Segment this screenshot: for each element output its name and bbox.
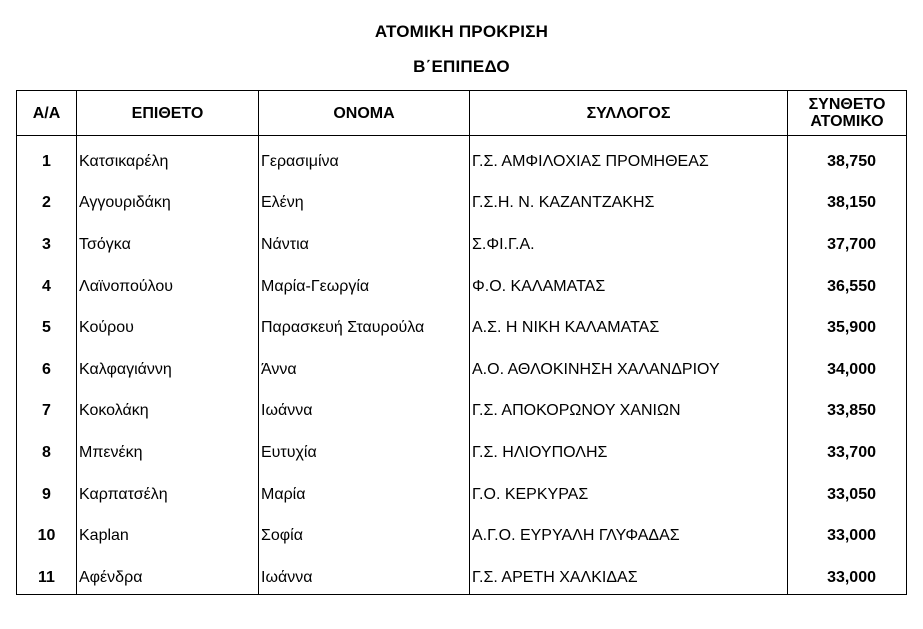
cell-club: Γ.Σ. ΑΠΟΚΟΡΩΝΟΥ ΧΑΝΙΩΝ <box>470 386 788 428</box>
cell-surname: Καλφαγιάννη <box>77 344 259 386</box>
cell-score: 33,850 <box>788 386 907 428</box>
cell-club: Α.Γ.Ο. ΕΥΡΥΑΛΗ ΓΛΥΦΑΔΑΣ <box>470 510 788 552</box>
cell-surname: Κούρου <box>77 302 259 344</box>
table-row <box>17 178 907 220</box>
table-row <box>17 386 907 428</box>
cell-club: Γ.Σ. ΗΛΙΟΥΠΟΛΗΣ <box>470 427 788 469</box>
cell-aa: 4 <box>17 261 77 303</box>
cell-surname: Λαϊνοπούλου <box>77 261 259 303</box>
table-row <box>17 469 907 511</box>
cell-score: 33,700 <box>788 427 907 469</box>
cell-aa: 10 <box>17 510 77 552</box>
cell-aa: 5 <box>17 302 77 344</box>
cell-name: Γερασιμίνα <box>259 136 470 178</box>
cell-score: 34,000 <box>788 344 907 386</box>
document-title: ΑΤΟΜΙΚΗ ΠΡΟΚΡΙΣΗ <box>374 22 549 41</box>
cell-surname: Kaplan <box>77 510 259 552</box>
cell-aa: 6 <box>17 344 77 386</box>
cell-score: 38,750 <box>788 136 907 178</box>
cell-name: Μαρία-Γεωργία <box>259 261 470 303</box>
document-subtitle: Β΄ΕΠΙΠΕΔΟ <box>413 57 510 76</box>
cell-surname: Κατσικαρέλη <box>77 136 259 178</box>
table-row <box>17 344 907 386</box>
cell-club: Α.Σ. Η ΝΙΚΗ ΚΑΛΑΜΑΤΑΣ <box>470 302 788 344</box>
table-row <box>17 219 907 261</box>
header-surname: ΕΠΙΘΕΤΟ <box>77 91 259 136</box>
cell-club: Γ.Σ.Η. Ν. ΚΑΖΑΝΤΖΑΚΗΣ <box>470 178 788 220</box>
cell-aa: 8 <box>17 427 77 469</box>
results-table <box>16 90 907 595</box>
cell-aa: 9 <box>17 469 77 511</box>
table-header-row <box>17 91 907 136</box>
cell-name: Νάντια <box>259 219 470 261</box>
cell-name: Άννα <box>259 344 470 386</box>
table-row <box>17 427 907 469</box>
cell-club: Γ.Σ. ΑΡΕΤΗ ΧΑΛΚΙΔΑΣ <box>470 552 788 594</box>
header-score <box>788 91 907 136</box>
cell-club: Γ.Ο. ΚΕΡΚΥΡΑΣ <box>470 469 788 511</box>
cell-surname: Τσόγκα <box>77 219 259 261</box>
header-aa: Α/Α <box>17 91 77 136</box>
cell-aa: 7 <box>17 386 77 428</box>
cell-score: 35,900 <box>788 302 907 344</box>
cell-surname: Μπενέκη <box>77 427 259 469</box>
cell-score: 37,700 <box>788 219 907 261</box>
cell-club: Σ.ΦΙ.Γ.Α. <box>470 219 788 261</box>
header-score-line2: ΑΤΟΜΙΚΟ <box>810 113 884 130</box>
cell-aa: 2 <box>17 178 77 220</box>
cell-club: Φ.Ο. ΚΑΛΑΜΑΤΑΣ <box>470 261 788 303</box>
cell-aa: 3 <box>17 219 77 261</box>
table-row <box>17 136 907 178</box>
header-name: ΟΝΟΜΑ <box>259 91 470 136</box>
cell-score: 33,000 <box>788 510 907 552</box>
cell-name: Ιωάννα <box>259 386 470 428</box>
cell-name: Ιωάννα <box>259 552 470 594</box>
cell-score: 38,150 <box>788 178 907 220</box>
cell-aa: 11 <box>17 552 77 594</box>
table-row <box>17 510 907 552</box>
cell-surname: Αγγουριδάκη <box>77 178 259 220</box>
header-club: ΣΥΛΛΟΓΟΣ <box>470 91 788 136</box>
cell-score: 33,000 <box>788 552 907 594</box>
cell-name: Σοφία <box>259 510 470 552</box>
cell-aa: 1 <box>17 136 77 178</box>
table-row <box>17 302 907 344</box>
cell-score: 36,550 <box>788 261 907 303</box>
cell-club: Α.Ο. ΑΘΛΟΚΙΝΗΣΗ ΧΑΛΑΝΔΡΙΟΥ <box>470 344 788 386</box>
header-score-line1: ΣΥΝΘΕΤΟ <box>808 96 886 113</box>
cell-name: Μαρία <box>259 469 470 511</box>
table-row <box>17 552 907 594</box>
cell-name: Ευτυχία <box>259 427 470 469</box>
cell-name: Ελένη <box>259 178 470 220</box>
cell-score: 33,050 <box>788 469 907 511</box>
cell-surname: Καρπατσέλη <box>77 469 259 511</box>
cell-surname: Αφένδρα <box>77 552 259 594</box>
cell-club: Γ.Σ. ΑΜΦΙΛΟΧΙΑΣ ΠΡΟΜΗΘΕΑΣ <box>470 136 788 178</box>
cell-surname: Κοκολάκη <box>77 386 259 428</box>
table-row <box>17 261 907 303</box>
cell-name: Παρασκευή Σταυρούλα <box>259 302 470 344</box>
